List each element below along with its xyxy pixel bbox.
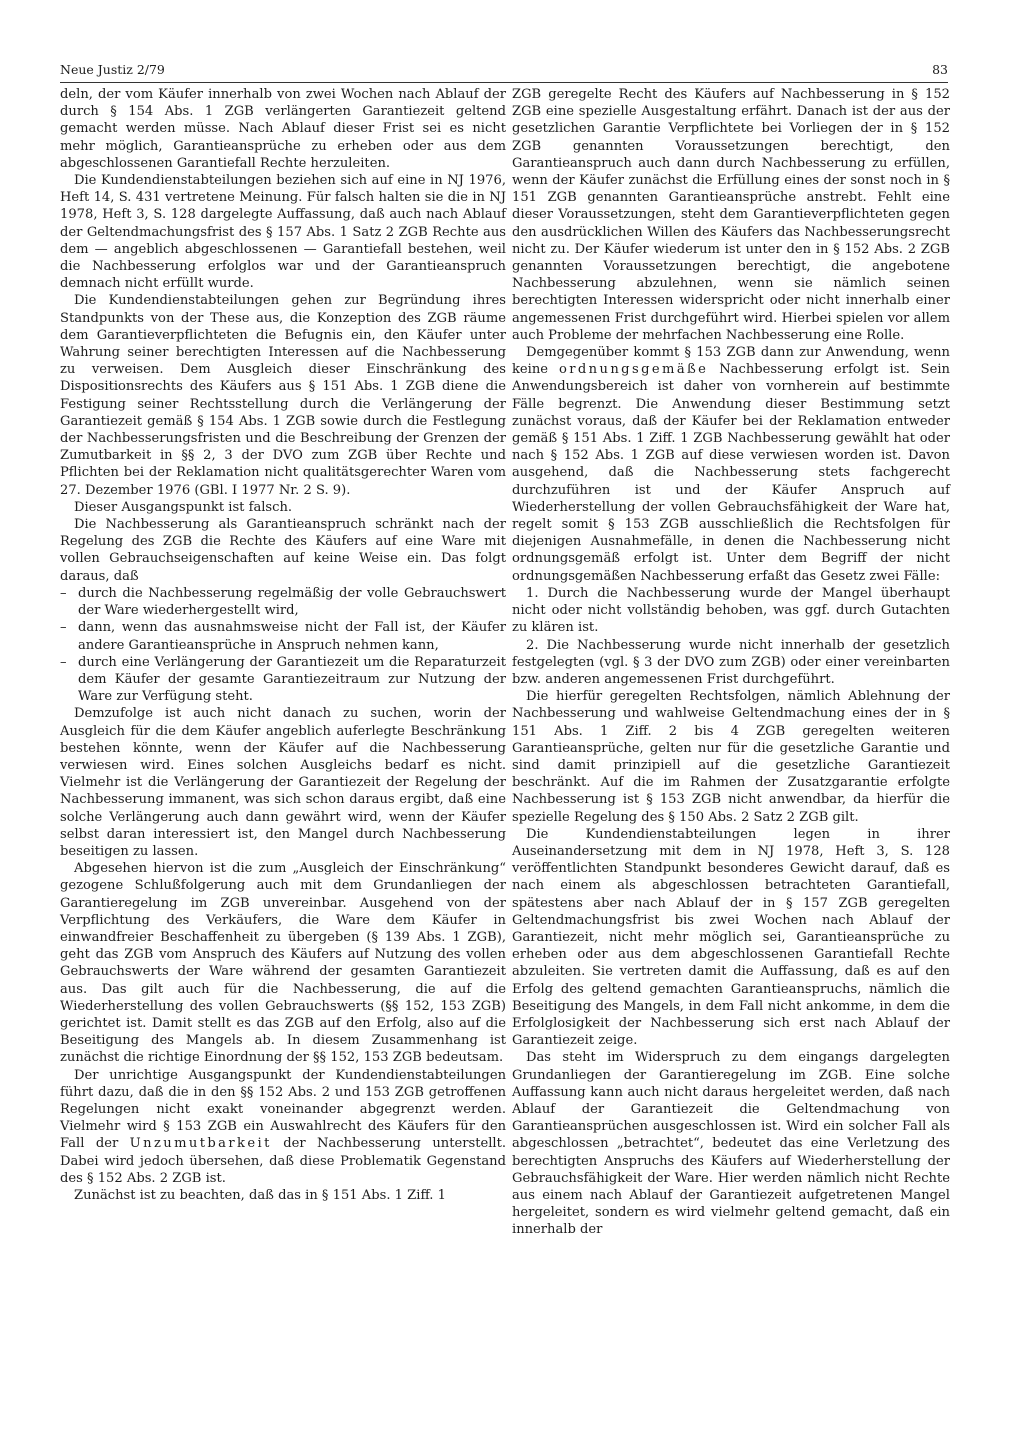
paragraph-text: Demgegenüber kommt § 153 ZGB dann zur Anwendung, wenn keine <box>512 345 950 378</box>
paragraph <box>512 344 950 585</box>
paragraph: Die Kundendienstabteilungen beziehen sich auf eine in NJ 1976, Heft 14, S. 431 vertretene Meinung. Für falsch halten sie die in NJ 1978, Heft 3, S. 128 dargelegte Auffassung, daß auch nach Ablauf der Geltendmachungsfrist des § 157 Abs. 1 Satz 2 ZGB Rechte aus dem — angeblich abgeschlossenen — Garantiefall bestehen, weil die Nachbesserung erfolglos war und der Garantieanspruch demnach nicht erfüllt wurde. <box>60 173 506 292</box>
left-column <box>60 86 506 1204</box>
paragraph: Die Nachbesserung als Garantieanspruch schränkt nach der Regelung des ZGB die Rechte des Käufers auf eine Ware mit vollen Gebrauchseigenschaften auf keine Weise ein. Das folgt daraus, daß <box>60 517 506 584</box>
list-dash: – <box>60 654 67 670</box>
list-dash: – <box>60 620 67 636</box>
paragraph: Die Kundendienstabteilungen gehen zur Begründung ihres Standpunkts von der These aus, die Konzeption des ZGB räume dem Garantieverpflichteten die Befugnis ein, den Käufer unter Wahrung seiner berechtigten Interessen auf die Nachbesserung zu verweisen. Dem Ausgleich dieser Einschränkung des Dispositionsrechts des Käufers aus § 151 Abs. 1 ZGB diene die Festigung seiner Rechtsstellung durch die Verlängerung der Garantiezeit gemäß § 154 Abs. 1 ZGB sowie durch die Festlegung der Nachbesserungsfristen und die Beschreibung der Grenzen der Zumutbarkeit in §§ 2, 3 der DVO zum ZGB über Rechte und Pflichten bei der Reklamation nicht qualitätsgerechter Waren vom 27. Dezember 1976 (GBl. I 1977 Nr. 2 S. 9). <box>60 293 506 498</box>
emphasized-term: ordnungsgemäße <box>558 362 709 378</box>
running-header <box>60 62 948 83</box>
paragraph: Zunächst ist zu beachten, daß das in § 151 Abs. 1 Ziff. 1 <box>74 1188 446 1203</box>
paragraph: Abgesehen hiervon ist die zum „Ausgleich der Einschränkung“ gezogene Schlußfolgerung auch mit dem Grundanliegen der Garantieregelung im ZGB unvereinbar. Ausgehend von der Verpflichtung des Verkäufers, die Ware dem Käufer in einwandfreier Beschaffenheit zu übergeben (§ 139 Abs. 1 ZGB), geht das ZGB vom Anspruch des Käufers auf Nutzung des vollen Gebrauchswerts der Ware während der gesamten Garantiezeit aus. Das gilt auch für die Nachbesserung, die auf die Wiederherstellung des vollen Gebrauchswerts (§§ 152, 153 ZGB) gerichtet ist. Damit stellt es das ZGB auf den Erfolg, also auf die Beseitigung des Mangels ab. In diesem Zusammenhang ist zunächst die richtige Einordnung der §§ 152, 153 ZGB bedeutsam. <box>60 861 506 1066</box>
list-item-text: dann, wenn das ausnahmsweise nicht der Fall ist, der Käufer andere Garantieansprüche in Anspruch nehmen kann, <box>78 620 506 653</box>
paragraph <box>60 1067 506 1187</box>
paragraph: Die hierfür geregelten Rechtsfolgen, nämlich Ablehnung der Nachbesserung und wahlweise Geltendmachung eines der in § 151 Abs. 1 Ziff. 2 bis 4 ZGB geregelten weiteren Garantieansprüche, gelten nur für die gesetzliche Garantie und sind damit prinzipiell auf die gesetzliche Garantiezeit beschränkt. Auf die im Rahmen der Zusatzgarantie erfolgte Nachbesserung ist § 153 ZGB nicht anwendbar, da hierfür die spezielle Regelung des § 150 Abs. 2 Satz 2 ZGB gilt. <box>512 689 950 825</box>
paragraph: Das steht im Widerspruch zu dem eingangs dargelegten Grundanliegen der Garantieregelung im ZGB. Eine solche Auffassung kann auch nicht daraus hergeleitet werden, daß nach Ablauf der Garantiezeit die Geltendmachung von Garantieansprüchen ausgeschlossen ist. Wird ein solcher Fall als abgeschlossen „betrachtet“, bedeutet das eine Verletzung des berechtigten Anspruchs des Käufers auf Wiederherstellung der Gebrauchsfähigkeit der Ware. Hier werden nämlich nicht Rechte aus einem nach Ablauf der Garantiezeit aufgetretenen Mangel hergeleitet, sondern es wird vielmehr geltend gemacht, daß ein innerhalb der <box>512 1050 950 1238</box>
journal-title: Neue Justiz 2/79 <box>60 62 165 77</box>
paragraph: Die Kundendienstabteilungen legen in ihrer Auseinandersetzung mit dem in NJ 1978, Heft 3, S. 128 veröffentlichten Standpunkt besonderes Gewicht darauf, daß es nach einem als abgeschlossen betrachteten Garantiefall, spätestens aber nach Ablauf der in § 157 ZGB geregelten Geltendmachungsfrist bis zwei Wochen nach Ablauf der Garantiezeit, nicht mehr möglich sei, Garantieansprüche zu erheben oder aus dem abgeschlossenen Garantiefall Rechte abzuleiten. Sie vertreten damit die Auffassung, daß es auf den Erfolg des geltend gemachten Garantieanspruchs, nämlich die Beseitigung des Mangels, in dem Fall nicht ankomme, in dem die Erfolglosigkeit der Nachbesserung sich erst nach Ablauf der Garantiezeit zeige. <box>512 826 950 1049</box>
paragraph: Demzufolge ist auch nicht danach zu suchen, worin der Ausgleich für die dem Käufer angeblich auferlegte Beschränkung bestehen könnte, wenn der Käufer auf die Nachbesserung verwiesen wird. Eines solchen Ausgleichs bedarf es nicht. Vielmehr ist die Verlängerung der Garantiezeit der Regelung der Nachbesserung immanent, was sich schon daraus ergibt, daß eine solche Verlängerung auch dann gewährt wird, wenn der Käufer selbst daran interessiert ist, den Mangel durch Nachbesserung beseitigen zu lassen. <box>60 706 506 859</box>
numbered-case: 2. Die Nachbesserung wurde nicht innerhalb der gesetzlich festgelegten (vgl. § 3 der DVO zum ZGB) oder einer vereinbarten bzw. anderen angemessenen Frist durchgeführt. <box>512 637 950 687</box>
list-dash: – <box>60 585 67 601</box>
page-number: 83 <box>932 62 948 77</box>
paragraph: Dieser Ausgangspunkt ist falsch. <box>74 499 293 515</box>
paragraph-text: der Nachbesserung unterstellt. Dabei wird jedoch übersehen, daß diese Problematik Gegenstand des § 152 Abs. 2 ZGB ist. <box>60 1136 507 1186</box>
right-column <box>512 86 950 1239</box>
list-item-text: durch eine Verlängerung der Garantiezeit um die Reparaturzeit dem Käufer der gesamte Garantiezeitraum zur Nutzung der Ware zur Verfügung steht. <box>78 654 506 705</box>
paragraph: ZGB geregelte Recht des Käufers auf Nachbesserung in § 152 ZGB eine spezielle Ausgestaltung erfährt. Danach ist der aus der gesetzlichen Garantie Verpflichtete bei Vorliegen der in § 152 ZGB genannten Voraussetzungen berechtigt, den Garantieanspruch auch dann durch Nachbesserung zu erfüllen, wenn der Käufer zunächst die Erfüllung eines der sonst noch in § 151 ZGB genannten Garantieansprüche anstrebt. Fehlt eine dieser Voraussetzungen, steht dem Garantieverpflichteten gegen den ausdrücklichen Willen des Käufers das Nachbesserungsrecht nicht zu. Der Käufer wiederum ist unter den in § 152 Abs. 2 ZGB genannten Voraussetzungen berechtigt, die angebotene Nachbesserung abzulehnen, wenn sie nämlich seinen berechtigten Interessen widerspricht oder nicht innerhalb einer angemessenen Frist durchgeführt wird. Hierbei spielen vor allem auch Probleme der mehrfachen Nachbesserung eine Rolle. <box>512 87 950 343</box>
list-item-text: durch die Nachbesserung regelmäßig der volle Gebrauchswert der Ware wiederhergestellt wird, <box>78 585 506 619</box>
paragraph-text: Nachbesserung erfolgt ist. Sein Anwendungsbereich ist daher von vornherein auf bestimmte Fälle begrenzt. Die Anwendung dieser Bestimmung setzt zunächst voraus, daß der Käufer bei der Reklamation entweder gemäß § 151 Abs. 1 Ziff. 1 ZGB Nachbesserung gewählt hat oder nach § 152 Abs. 1 ZGB auf diese verwiesen worden ist. Davon ausgehend, daß die Nachbesserung stets fachgerecht durchzuführen ist und der Käufer Anspruch auf Wiederherstellung der vollen Gebrauchsfähigkeit der Ware hat, regelt somit § 153 ZGB ausschließlich die Rechtsfolgen für diejenigen Ausnahmefälle, in denen die Nachbesserung nicht ordnungsgemäß erfolgt ist. Unter dem Begriff der nicht ordnungsgemäßen Nachbesserung erfaßt das Gesetz zwei Fälle: <box>512 362 950 584</box>
list-item <box>60 619 506 653</box>
emphasized-term: Unzumutbarkeit <box>129 1136 272 1152</box>
paragraph: deln, der vom Käufer innerhalb von zwei Wochen nach Ablauf der durch § 154 Abs. 1 ZGB verlängerten Garantiezeit geltend gemacht werden müsse. Nach Ablauf dieser Frist sei es nicht mehr möglich, Garantieansprüche zu erheben oder aus dem abgeschlossenen Garantiefall Rechte herzuleiten. <box>60 87 506 171</box>
dash-list <box>60 585 506 705</box>
list-item <box>60 654 506 706</box>
paragraph-text: Der unrichtige Ausgangspunkt der Kundendienstabteilungen führt dazu, daß die in den §§ 152 Abs. 2 und 153 ZGB getroffenen Regelungen nicht exakt voneinander abgegrenzt werden. Vielmehr wird § 153 ZGB ein Auswahlrecht des Käufers für den Fall der <box>60 1067 506 1152</box>
list-item <box>60 585 506 619</box>
numbered-case: 1. Durch die Nachbesserung wurde der Mangel überhaupt nicht oder nicht vollständig behoben, was ggf. durch Gutachten zu klären ist. <box>512 585 950 636</box>
